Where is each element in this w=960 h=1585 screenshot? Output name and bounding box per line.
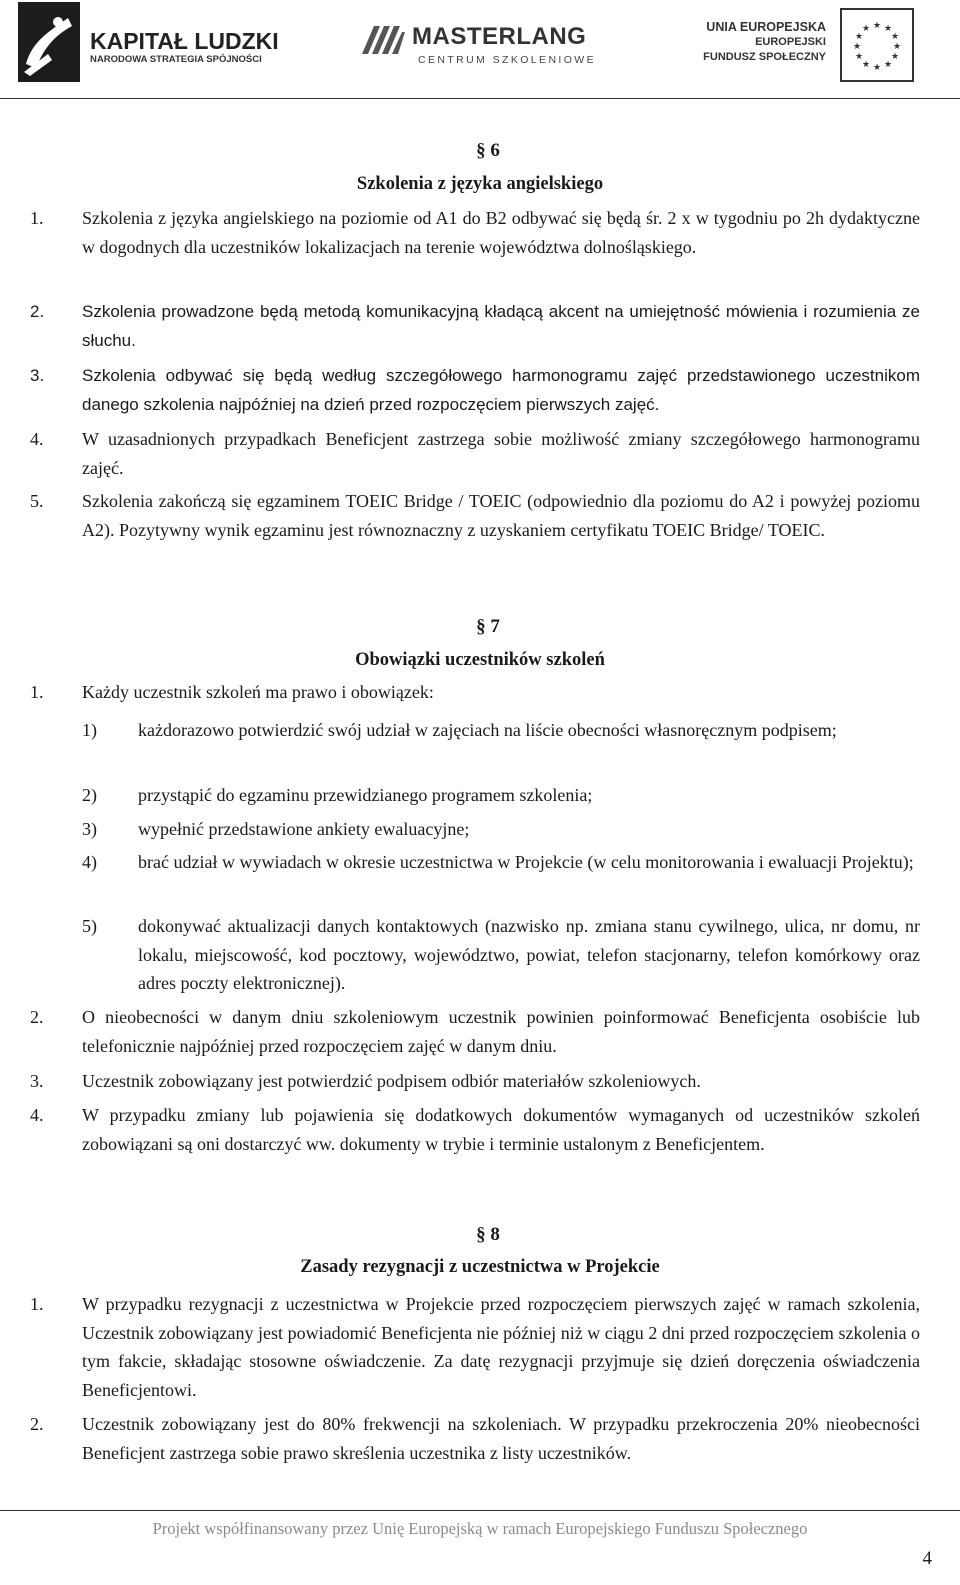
logo-left-line2: NARODOWA STRATEGIA SPÓJNOŚCI (90, 54, 262, 65)
logo-right-line1: UNIA EUROPEJSKA (706, 20, 826, 34)
section-7-num: 7 (490, 616, 500, 637)
page-header (0, 0, 960, 98)
svg-text:★: ★ (883, 60, 893, 70)
section-7-title: Obowiązki uczestników szkoleń (355, 650, 605, 670)
footer-rule (0, 1510, 960, 1511)
logo-left-line1: KAPITAŁ LUDZKI (90, 28, 279, 54)
svg-text:★: ★ (861, 60, 871, 70)
eu-logo (676, 6, 916, 82)
section-8-number (0, 1224, 960, 1246)
header-rule (0, 98, 960, 99)
section-7-symbol: § (476, 616, 486, 637)
section-8-title: Zasady rezygnacji z uczestnictwa w Projekcie (300, 1257, 660, 1277)
section-6-num: 6 (490, 140, 500, 161)
svg-text:★: ★ (890, 52, 900, 62)
svg-text:★: ★ (872, 63, 882, 73)
section-8-num: 8 (490, 1224, 500, 1245)
svg-text:★: ★ (892, 42, 902, 52)
footer-text: Projekt współfinansowany przez Unię Europejską w ramach Europejskiego Funduszu Społecznego (152, 1519, 808, 1538)
eu-flag-icon (840, 8, 914, 82)
logo-center-line1: MASTERLANG (412, 23, 587, 50)
section-8-symbol: § (476, 1224, 486, 1245)
section-6-number (0, 140, 960, 162)
svg-text:★: ★ (872, 21, 882, 31)
svg-text:★: ★ (890, 32, 900, 42)
section-7-number (0, 616, 960, 638)
logo-center-line2: CENTRUM SZKOLENIOWE (418, 54, 597, 66)
kapital-ludzki-logo (18, 2, 288, 84)
section-6-title: Szkolenia z języka angielskiego (356, 174, 604, 194)
svg-text:★: ★ (883, 24, 893, 34)
svg-text:★: ★ (854, 52, 864, 62)
kapital-ludzki-emblem-icon (18, 2, 80, 82)
logo-right-line2: EUROPEJSKI (755, 36, 826, 48)
masterlang-stripes-icon (358, 24, 406, 56)
section-6-symbol: § (476, 140, 486, 161)
masterlang-logo (358, 20, 598, 76)
svg-text:★: ★ (852, 42, 862, 52)
svg-text:★: ★ (861, 24, 871, 34)
svg-text:★: ★ (854, 32, 864, 42)
logo-right-line3: FUNDUSZ SPOŁECZNY (703, 51, 826, 63)
page-number: 4 (922, 1548, 932, 1569)
